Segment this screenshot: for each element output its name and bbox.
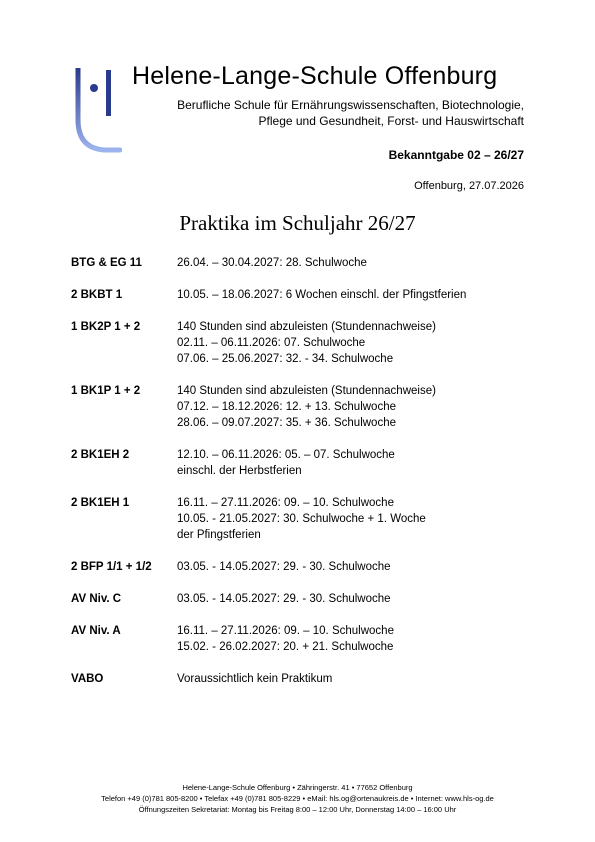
footer-address: Helene-Lange-Schule Offenburg • Zähringerstr. 41 • 77652 Offenburg bbox=[182, 783, 413, 792]
footer-contact: Telefon +49 (0)781 805-8200 • Telefax +49 (0)781 805-8229 • eMail: hls.og@ortenaukreis.de • Internet: www.hls-og.de bbox=[101, 794, 494, 803]
entry-details bbox=[177, 623, 531, 655]
subtitle-line-2: Pflege und Gesundheit, Forst- und Hauswirtschaft bbox=[258, 114, 524, 128]
entry-details bbox=[177, 447, 531, 479]
class-label: 1 BK1P 1 + 2 bbox=[71, 385, 141, 397]
detail-line: 15.02. - 26.02.2027: 20. + 21. Schulwoche bbox=[177, 641, 394, 653]
entry-details bbox=[177, 383, 531, 431]
internship-entry bbox=[71, 319, 531, 367]
class-label: 2 BKBT 1 bbox=[71, 289, 123, 301]
entry-details bbox=[177, 495, 531, 543]
detail-line: 07.06. – 25.06.2027: 32. - 34. Schulwoche bbox=[177, 353, 394, 365]
class-label: AV Niv. C bbox=[71, 593, 122, 605]
internship-entry bbox=[71, 383, 531, 431]
entry-details bbox=[177, 671, 531, 687]
entry-details bbox=[177, 319, 531, 367]
detail-line: einschl. der Herbstferien bbox=[177, 465, 302, 477]
school-subtitle bbox=[177, 97, 524, 129]
internship-entry bbox=[71, 623, 531, 655]
dateline: Offenburg, 27.07.2026 bbox=[414, 180, 524, 192]
detail-line: der Pfingstferien bbox=[177, 529, 261, 541]
logo-right-bar bbox=[106, 70, 111, 116]
internship-entry bbox=[71, 591, 531, 607]
entry-details bbox=[177, 287, 531, 303]
detail-line: 12.10. – 06.11.2026: 05. – 07. Schulwoche bbox=[177, 449, 395, 461]
announcement-number: Bekanntgabe 02 – 26/27 bbox=[388, 148, 524, 162]
internship-entry bbox=[71, 495, 531, 543]
entry-details bbox=[177, 559, 531, 575]
detail-line: 16.11. – 27.11.2026: 09. – 10. Schulwoche bbox=[177, 625, 394, 637]
detail-line: 28.06. – 09.07.2027: 35. + 36. Schulwoche bbox=[177, 417, 396, 429]
class-label: 2 BK1EH 2 bbox=[71, 449, 130, 461]
internship-entry bbox=[71, 559, 531, 575]
detail-line: 16.11. – 27.11.2026: 09. – 10. Schulwoche bbox=[177, 497, 394, 509]
detail-line: Voraussichtlich kein Praktikum bbox=[177, 673, 333, 685]
detail-line: 140 Stunden sind abzuleisten (Stundennachweise) bbox=[177, 321, 436, 333]
footer bbox=[0, 782, 595, 815]
school-name: Helene-Lange-Schule Offenburg bbox=[132, 62, 498, 90]
logo-left-stroke bbox=[78, 68, 120, 150]
detail-line: 03.05. - 14.05.2027: 29. - 30. Schulwoche bbox=[177, 593, 391, 605]
detail-line: 10.05. – 18.06.2027: 6 Wochen einschl. der Pfingstferien bbox=[177, 289, 467, 301]
class-label: BTG & EG 11 bbox=[71, 257, 142, 269]
logo-dot bbox=[90, 84, 98, 92]
internship-entry bbox=[71, 287, 531, 303]
detail-line: 26.04. – 30.04.2027: 28. Schulwoche bbox=[177, 257, 367, 269]
class-label: VABO bbox=[71, 673, 104, 685]
subtitle-line-1: Berufliche Schule für Ernährungswissenschaften, Biotechnologie, bbox=[177, 98, 524, 112]
school-logo bbox=[74, 68, 122, 154]
internship-entry bbox=[71, 671, 531, 687]
detail-line: 03.05. - 14.05.2027: 29. - 30. Schulwoche bbox=[177, 561, 391, 573]
entry-details bbox=[177, 255, 531, 271]
footer-hours: Öffnungszeiten Sekretariat: Montag bis Freitag 8:00 – 12:00 Uhr, Donnerstag 14:00 – 16:00 Uhr bbox=[138, 805, 457, 814]
page-title: Praktika im Schuljahr 26/27 bbox=[179, 211, 416, 235]
class-label: AV Niv. A bbox=[71, 625, 121, 637]
class-label: 2 BK1EH 1 bbox=[71, 497, 130, 509]
detail-line: 02.11. – 06.11.2026: 07. Schulwoche bbox=[177, 337, 366, 349]
class-label: 2 BFP 1/1 + 1/2 bbox=[71, 561, 152, 573]
internship-list bbox=[71, 255, 531, 703]
detail-line: 07.12. – 18.12.2026: 12. + 13. Schulwoche bbox=[177, 401, 396, 413]
detail-line: 140 Stunden sind abzuleisten (Stundennachweise) bbox=[177, 385, 436, 397]
internship-entry bbox=[71, 255, 531, 271]
internship-entry bbox=[71, 447, 531, 479]
detail-line: 10.05. - 21.05.2027: 30. Schulwoche + 1. Woche bbox=[177, 513, 426, 525]
class-label: 1 BK2P 1 + 2 bbox=[71, 321, 141, 333]
entry-details bbox=[177, 591, 531, 607]
